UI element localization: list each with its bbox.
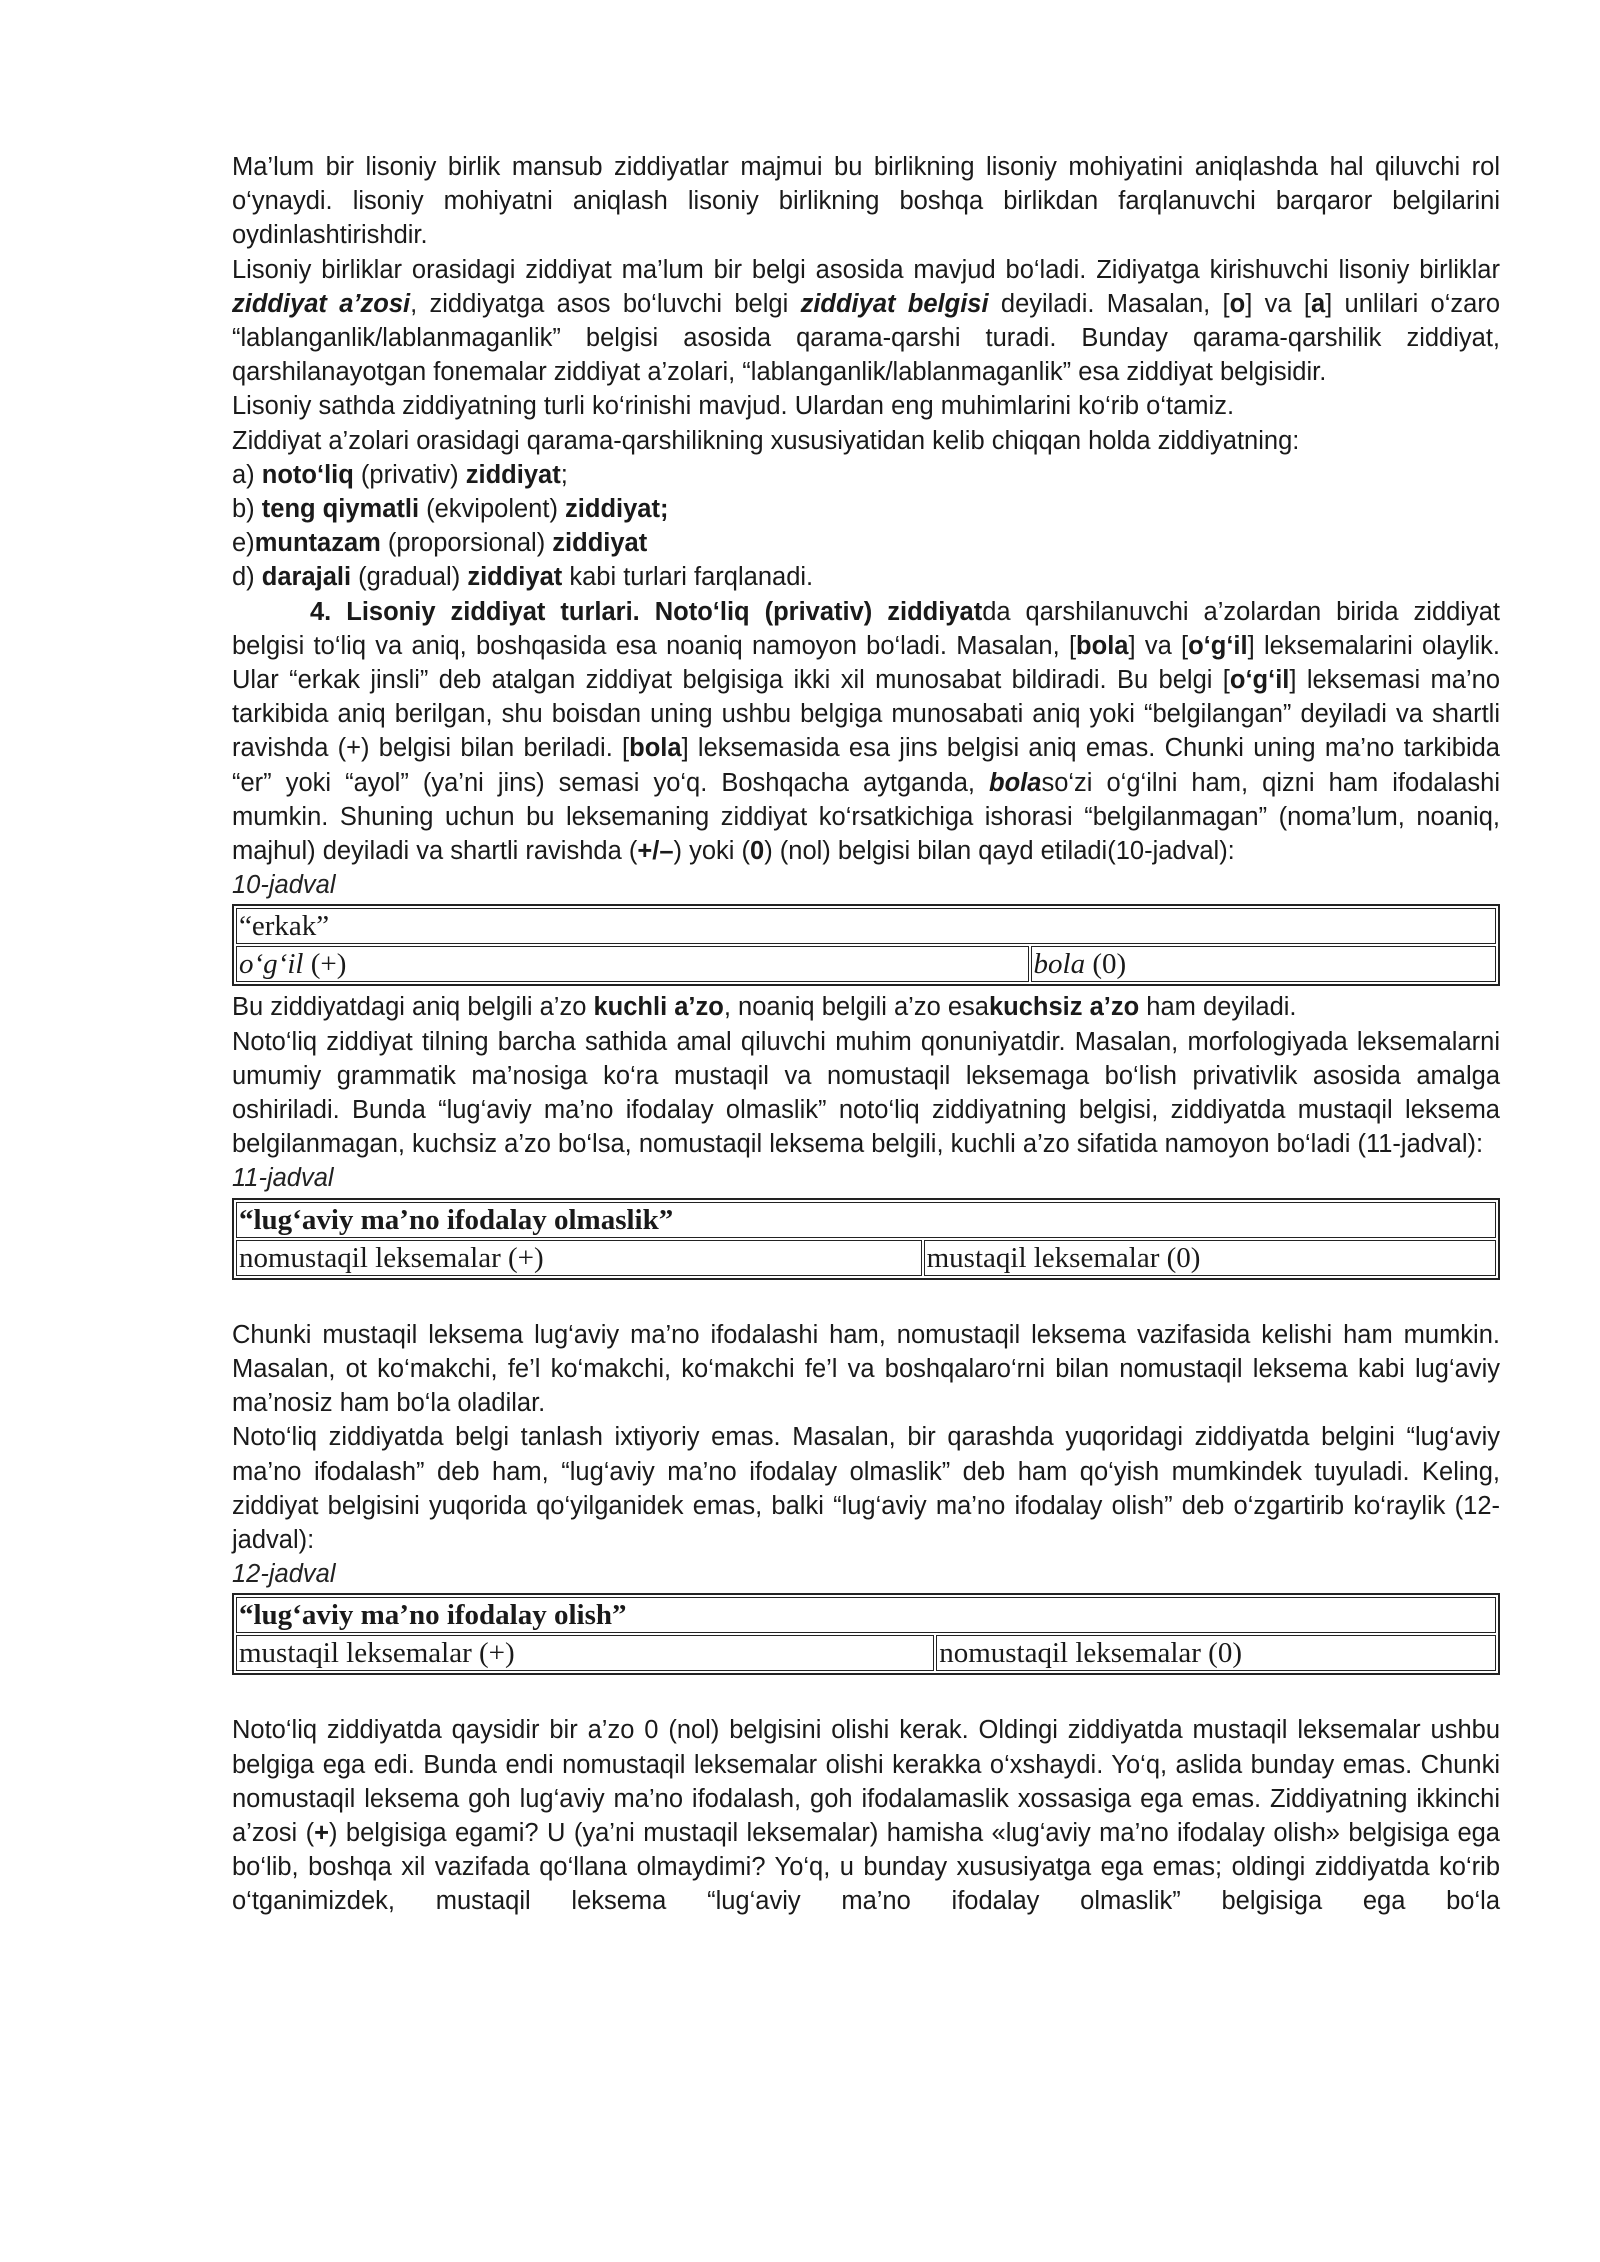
table-11-caption: 11-jadval (232, 1164, 334, 1193)
paragraph-ziddiyat-definition: Lisoniy birliklar orasidagi ziddiyat ma’lum bir belgi asosida mavjud bo‘ladi. Zidiyatga kirishuvchi lisoniy birliklar ziddiyat a’zosi, ziddiyatga asos bo‘luvchi belgi ziddiyat belgisi deyiladi. Masalan, [o] va [a] unlilari o‘zaro “lablanganlik/lablanmaganlik” belgisi asosida qarama-qarshi turadi. Bunday qarama-qarshilik ziddiyat, qarshilanayotgan fonemalar ziddiyat a’zolari, “lablanganlik/lablanmaganlik” esa ziddiyat belgisidir. (232, 255, 1501, 387)
table-12-header: “lug‘aviy ma’no ifodalay olish” (236, 1597, 1496, 1633)
term-ziddiyat-belgisi: ziddiyat belgisi (800, 289, 989, 318)
list-item-a: a) noto‘liq (privativ) ziddiyat; (232, 460, 568, 489)
table-12 (232, 1593, 1500, 1675)
table-12-right-cell: nomustaqil leksemalar (0) (936, 1635, 1496, 1671)
table-11-left-cell: nomustaqil leksemalar (+) (236, 1240, 922, 1276)
table-11-right-cell: mustaqil leksemalar (0) (924, 1240, 1496, 1276)
paragraph-belgi-tanlash: Noto‘liq ziddiyatda belgi tanlash ixtiyoriy emas. Masalan, bir qarashda yuqoridagi ziddiyatda belgini “lug‘aviy ma’no ifodalash” deb ham, “lug‘aviy ma’no ifodalay olmaslik” deb ham qo‘yish mumkindek tuyuladi. Keling, ziddiyat belgisini yuqorida qo‘yilganidek emas, balki “lug‘aviy ma’no ifodalay olish” deb o‘zgartirib ko‘raylik (12-jadval): (232, 1423, 1500, 1554)
paragraph-kuchli-kuchsiz: Bu ziddiyatdagi aniq belgili a’zo kuchli a’zo, noaniq belgili a’zo esakuchsiz a’zo ham deyiladi. (232, 993, 1297, 1022)
section-heading: 4. Lisoniy ziddiyat turlari. Noto‘liq (privativ) ziddiyat (310, 597, 983, 626)
table-12-caption: 12-jadval (232, 1560, 336, 1589)
table-11 (232, 1198, 1500, 1280)
paragraph-turlari-intro: Ziddiyat a’zolari orasidagi qarama-qarshilikning xususiyatidan kelib chiqqan holda ziddiyatning: (232, 426, 1300, 455)
paragraph-intro: Ma’lum bir lisoniy birlik mansub ziddiyatlar majmui bu birlikning lisoniy mohiyatini aniqlashda hal qiluvchi rol o‘ynaydi. lisoniy mohiyatni aniqlash lisoniy birlikning boshqa birlikdan farqlanuvchi barqaror belgilarini oydinlashtirishdir. (232, 153, 1500, 250)
table-10 (232, 904, 1500, 986)
list-item-b: b) teng qiymatli (ekvipolent) ziddiyat; (232, 495, 669, 524)
spacer (232, 1679, 1500, 1713)
table-10-header: “erkak” (236, 908, 1496, 944)
table-10-left-cell: o‘g‘il (+) (236, 946, 1029, 982)
document-page (232, 150, 1500, 1919)
paragraph-sath: Lisoniy sathda ziddiyatning turli ko‘rinishi mavjud. Ulardan eng muhimlarini ko‘rib o‘tamiz. (232, 392, 1235, 421)
paragraph-nol-belgisi: Noto‘liq ziddiyatda qaysidir bir a’zo 0 (nol) belgisini olishi kerak. Oldingi ziddiyatda mustaqil leksemalar ushbu belgiga ega edi. Bunda endi nomustaqil leksemalar olishi kerakka o‘xshaydi. Yo‘q, aslida bunday emas. Chunki nomustaqil leksema goh lug‘aviy ma’no ifodalash, goh ifodalamaslik xossasiga ega emas. Ziddiyatning ikkinchi a’zosi (+) belgisiga egami? U (ya’ni mustaqil leksemalar) hamisha «lug‘aviy ma’no ifodalay olish» belgisiga ega bo‘lib, boshqa xil vazifada qo‘llana olmaydimi? Yo‘q, u bunday xususiyatga ega emas; oldingi ziddiyatda ko‘rib o‘tganimizdek, mustaqil leksema “lug‘aviy ma’no ifodalay olmaslik” belgisiga ega bo‘la (232, 1716, 1500, 1916)
paragraph-morfologiya: Noto‘liq ziddiyat tilning barcha sathida amal qiluvchi muhim qonuniyatdir. Masalan, morfologiyada leksemalarni umumiy grammatik ma’nosiga ko‘ra mustaqil va nomustaqil leksemaga bo‘lish privativlik asosida amalga oshiriladi. Bunda “lug‘aviy ma’no ifodalay olmaslik” noto‘liq ziddiyatning belgisi, ziddiyatda mustaqil leksema belgilanmagan, kuchsiz a’zo bo‘lsa, nomustaqil leksema belgili, kuchli a’zo sifatida namoyon bo‘ladi (11-jadval): (232, 1027, 1500, 1159)
table-10-right-cell: bola (0) (1031, 946, 1496, 982)
paragraph-section-4: 4. Lisoniy ziddiyat turlari. Noto‘liq (privativ) ziddiyatda qarshilanuvchi a’zolardan birida ziddiyat belgisi to‘liq va aniq, boshqasida esa noaniq namoyon bo‘ladi. Masalan, [bola] va [o‘g‘il] leksemalarini olaylik. Ular “erkak jinsli” deb atalgan ziddiyat belgisiga ikki xil munosabat bildiradi. Bu belgi [o‘g‘il] leksemasi ma’no tarkibida aniq berilgan, shu boisdan uning ushbu belgiga munosabati aniq yoki “belgilangan” deyiladi va shartli ravishda (+) belgisi bilan beriladi. [bola] leksemasida esa jins belgisi aniq emas. Chunki uning ma’no tarkibida “er” yoki “ayol” (ya’ni jins) semasi yo‘q. Boshqacha aytganda, bolaso‘zi o‘g‘ilni ham, qizni ham ifodalashi mumkin. Shuning uchun bu leksemaning ziddiyat ko‘rsatkichiga ishorasi “belgilanmagan” (noma’lum, noaniq, majhul) deyiladi va shartli ravishda (+/–) yoki (0) (nol) belgisi bilan qayd etiladi(10-jadval): (232, 597, 1500, 866)
paragraph-chunki-mustaqil: Chunki mustaqil leksema lug‘aviy ma’no ifodalashi ham, nomustaqil leksema vazifasida kelishi ham mumkin. Masalan, ot ko‘makchi, fe’l ko‘makchi, ko‘makchi fe’l va boshqalaro‘rni bilan nomustaqil leksema kabi lug‘aviy ma’nosiz ham bo‘la oladilar. (232, 1320, 1500, 1418)
table-12-left-cell: mustaqil leksemalar (+) (236, 1635, 934, 1671)
list-item-d: d) darajali (gradual) ziddiyat kabi turlari farqlanadi. (232, 563, 814, 592)
term-ziddiyat-azosi: ziddiyat a’zosi (232, 289, 411, 318)
table-11-header: “lug‘aviy ma’no ifodalay olmaslik” (236, 1202, 1496, 1238)
spacer (232, 1284, 1500, 1318)
table-10-caption: 10-jadval (232, 871, 336, 900)
list-item-e: e)muntazam (proporsional) ziddiyat (232, 529, 648, 558)
